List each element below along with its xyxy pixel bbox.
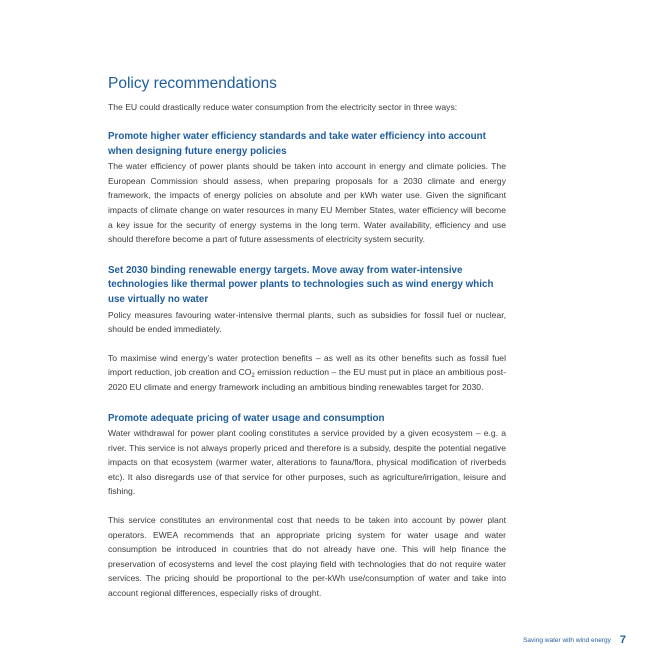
intro-paragraph: The EU could drastically reduce water consumption from the electricity sector in three ways: xyxy=(108,102,458,112)
section-water-efficiency xyxy=(108,130,506,247)
section-paragraph: Policy measures favouring water-intensive thermal plants, such as subsidies for fossil fuel or nuclear, should be ended immediately. xyxy=(108,309,506,335)
footer-publication-title: Saving water with wind energy xyxy=(523,636,611,644)
section-paragraph: This service constitutes an environmental cost that needs to be taken into account by power plant operators. EWEA recommends that an appropriate pricing system for water usage and water consumption be introduced in countries that do not already have one. This will help finance the preservation of ecosystems and level the cost playing field with technologies that do not require water services. The pricing should be proportional to the per-kWh use/consumption of water and take into account regional differences, especially risks of drought. xyxy=(108,515,506,599)
page-number: 7 xyxy=(619,634,626,646)
section-paragraph: Water withdrawal for power plant cooling constitutes a service provided by a given ecosystem – e.g. a river. This service is not always properly priced and therefore is a subsidy, despite the potential negative impacts on that ecosystem (warmer water, alterations to fauna/flora, physical modification of riverbeds etc). It also disregards use of that service for other purposes, such as agriculture/irrigation, leisure and fishing. xyxy=(108,428,506,497)
page-footer xyxy=(523,634,626,646)
text-run: emission reduction – the EU must put in place an ambitious post-2020 EU climate and energy framework including an ambitious binding renewables target for 2030. xyxy=(108,367,507,392)
subscript: 2 xyxy=(251,373,255,380)
section-heading: Promote higher water efficiency standards and take water efficiency into account when designing future energy policies xyxy=(108,131,486,157)
page-title: Policy recommendations xyxy=(108,75,277,92)
section-water-pricing xyxy=(108,412,506,601)
section-heading: Promote adequate pricing of water usage and consumption xyxy=(108,412,385,424)
section-paragraph: The water efficiency of power plants should be taken into account in energy and climate policies. The European Commission should assess, when preparing proposals for a 2030 climate and energy framework, the impacts of energy policies on absolute and per kWh water use. Given the significant impacts of climate change on water resources in many EU Member States, water efficiency will become a key issue for the security of energy systems in the long term. Water availability, efficiency and use should therefore become a part of future assessments of electricity system security. xyxy=(108,161,506,245)
document-body xyxy=(108,74,506,601)
section-paragraph xyxy=(108,351,506,395)
section-heading: Set 2030 binding renewable energy targets. Move away from water-intensive technologies like thermal power plants to technologies such as wind energy which use virtually no water xyxy=(108,264,494,305)
text-run: To maximise wind energy’s water protection benefits – as well as its other benefits such as fossil fuel import reduction, job creation and CO xyxy=(108,352,506,378)
section-renewable-targets xyxy=(108,264,506,395)
